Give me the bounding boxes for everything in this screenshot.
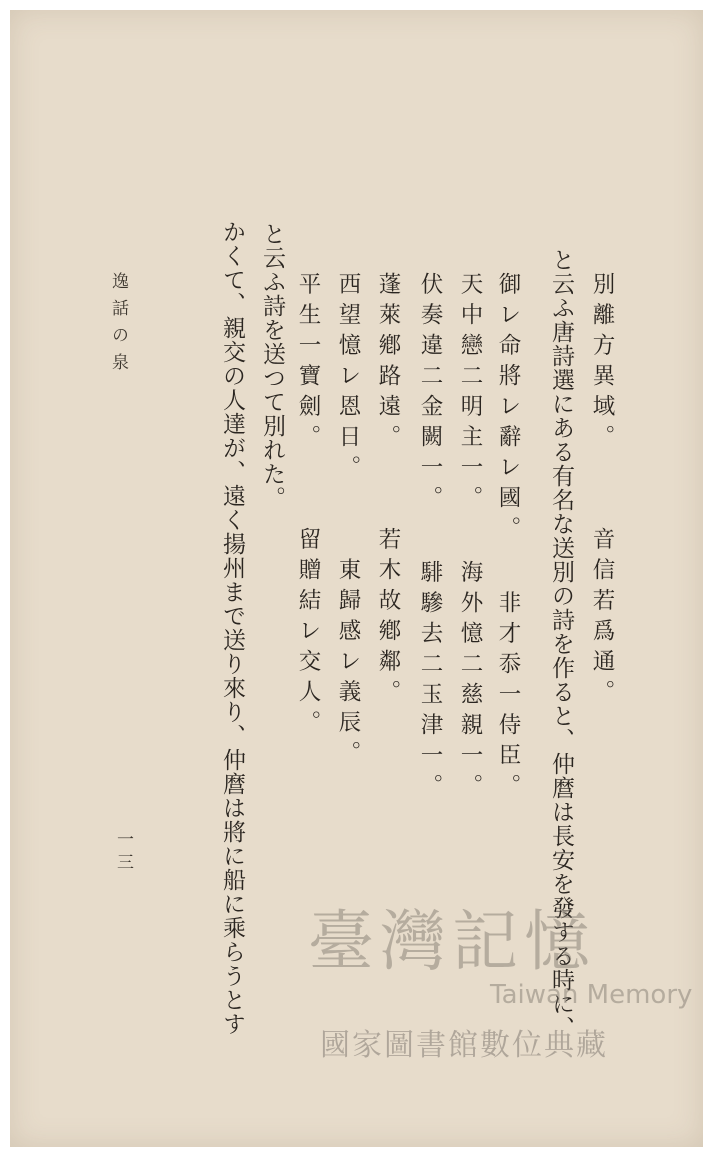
poem-line-6 (297, 272, 320, 741)
poem-line-4-second-half: 若木故鄕鄰。 (375, 527, 401, 710)
poem-line-4-first-half: 蓬萊鄕路遠。 (375, 272, 401, 455)
poem-line-6-first-half: 平生一寶劍。 (295, 272, 321, 455)
poem-line-1-second-half: 非才忝一侍臣。 (495, 590, 521, 804)
poem-line-5 (337, 272, 360, 771)
prose-closing-line: と云ふ詩を送つて別れた。 (259, 222, 285, 510)
poem-line-2-first-half: 天中戀二明主一。 (457, 272, 483, 516)
poem-line-2-second-half: 海外憶二慈親一。 (457, 560, 483, 804)
poem-line-3-first-half: 伏奏違二金闕一。 (417, 272, 443, 516)
poem-line-1-first-half: 御レ命將レ辭レ國。 (495, 272, 521, 547)
prose-intro-line: と云ふ唐詩選にある有名な送別の詩を作ると、仲麿は長安を發する時に、 (548, 248, 574, 1040)
poem-title-line (591, 272, 614, 710)
book-page (10, 10, 703, 1147)
watermark-chinese-logo: 臺灣記憶 (308, 903, 596, 980)
poem-line-3-second-half: 騑驂去二玉津一。 (417, 560, 443, 804)
prose-next-line: かくて、親交の人達が、遠く揚州まで送り來り、仲麿は將に船に乘らうとす (219, 220, 245, 1036)
poem-line-5-first-half: 西望憶レ恩日。 (335, 272, 361, 486)
watermark-english-logo: Taiwan Memory (490, 980, 693, 1010)
poem-line-6-second-half: 留贈結レ交人。 (295, 527, 321, 741)
poem-line-1 (497, 272, 520, 804)
running-header: 逸話の泉 (108, 272, 128, 380)
poem-title-second-half: 音信若爲通。 (589, 527, 615, 710)
poem-line-3 (419, 272, 442, 804)
poem-line-4 (377, 272, 400, 710)
taiwan-memory-watermark (300, 880, 700, 1080)
poem-title-first-half: 別離方異域。 (589, 272, 615, 455)
poem-line-2 (459, 272, 482, 804)
poem-line-5-second-half: 東歸感レ義辰。 (335, 557, 361, 771)
page-number: 一三 (113, 830, 133, 876)
watermark-library-name: 國家圖書館數位典藏 (320, 1028, 608, 1063)
